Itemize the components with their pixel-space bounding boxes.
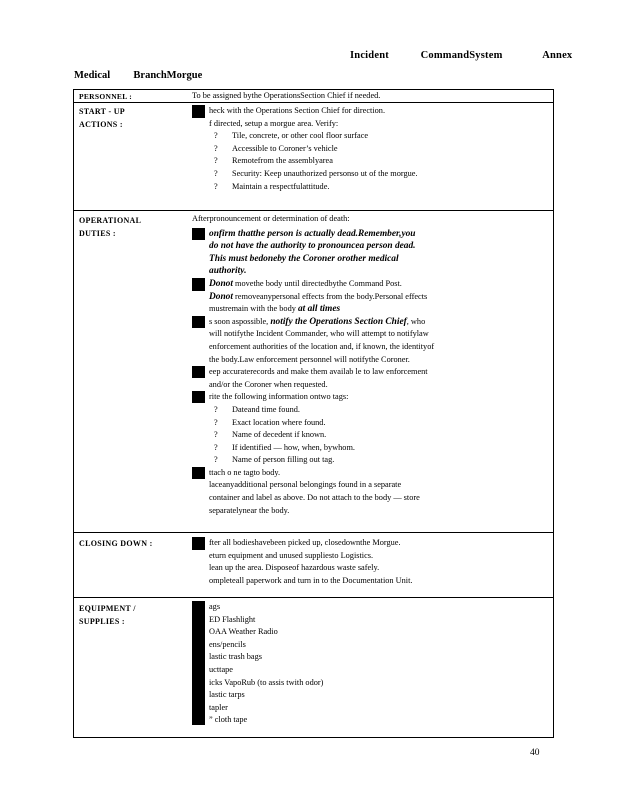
bullet-glyph: ?: [214, 442, 218, 452]
attach-line: ttach o ne tagto body.: [192, 467, 547, 480]
bullet-glyph: ?: [214, 455, 218, 465]
bullet-glyph: ?: [214, 168, 218, 178]
equipment-item: tapler: [209, 702, 228, 712]
startup-line: heck with the Operations Section Chief for direction.: [192, 105, 547, 118]
redaction-bar: [192, 278, 205, 291]
equipment-row: [74, 597, 553, 739]
header-word: Annex: [542, 50, 573, 61]
keep-line: eep accuraterecords and make them availab le to law enforcement: [192, 366, 547, 379]
donot-line: mustremain with the body at all times: [209, 304, 341, 315]
startup-row: [74, 102, 553, 210]
emphasis-line: This must bedoneby the Coroner orother medical: [209, 253, 399, 264]
redaction-bar: [192, 391, 205, 403]
startup-label: [79, 106, 125, 130]
personnel-label: PERSONNEL :: [79, 92, 133, 101]
header-word: Medical: [74, 70, 111, 81]
place-line: separatelynear the body.: [209, 505, 290, 515]
tag-item: ? If identified — how, when, bywhom.: [192, 442, 547, 455]
equipment-item: OAA Weather Radio: [209, 627, 278, 637]
place-line: laceanyadditional personal belongings found in a separate: [209, 480, 402, 490]
operational-label-line: OPERATIONAL: [79, 216, 142, 225]
header-word: BranchMorgue: [133, 70, 203, 81]
equipment-label-line: SUPPLIES :: [79, 617, 125, 626]
place-line: container and label as above. Do not attach to the body — store: [209, 493, 420, 503]
operational-content: [192, 213, 547, 517]
equipment-item: lastic trash bags: [209, 652, 262, 662]
donot-line: Donot removeanypersonal effects from the body.Personal effects: [209, 291, 428, 302]
equipment-item: icks VapoRub (to assis twith odor): [209, 677, 324, 687]
startup-item: ? Remotefrom the assemblyarea: [192, 155, 547, 168]
write-line: rite the following information ontwo tags:: [192, 391, 547, 404]
closing-line: ompleteall paperwork and turn in to the Documentation Unit.: [209, 575, 413, 585]
notify-line: enforcement authorities of the location and, if known, the identityof: [209, 341, 435, 351]
bullet-glyph: ?: [214, 131, 218, 141]
tag-item: ? Name of person filling out tag.: [192, 454, 547, 467]
operational-label-line: DUTIES :: [79, 229, 116, 238]
operational-label: [79, 215, 141, 239]
startup-label-line: ACTIONS :: [79, 120, 123, 129]
emphasis-line: onfirm thatthe person is actually dead.Remember,you: [192, 228, 547, 241]
closing-label: CLOSING DOWN :: [79, 539, 153, 548]
redaction-bar: [192, 366, 205, 378]
equipment-label: [79, 603, 136, 627]
equipment-item: ED Flashlight: [209, 614, 256, 624]
bullet-glyph: ?: [214, 430, 218, 440]
annex-header: [350, 50, 572, 61]
notify-line: will notifythe Incident Commander, who will attempt to notifylaw: [209, 329, 429, 339]
redaction-bar: [192, 316, 205, 328]
closing-line: eturn equipment and unused suppliesto Logistics.: [209, 550, 374, 560]
equipment-item: ens/pencils: [209, 639, 246, 649]
equipment-content: [192, 601, 547, 727]
operational-row: [74, 210, 553, 532]
personnel-row: [74, 90, 553, 102]
bullet-glyph: ?: [214, 143, 218, 153]
branch-header: [74, 70, 202, 81]
redaction-bar: [192, 537, 205, 550]
bullet-glyph: ?: [214, 404, 218, 414]
tag-item: ? Exact location where found.: [192, 417, 547, 430]
redaction-bar: [192, 105, 205, 118]
closing-line: lean up the area. Disposeof hazardous waste safely.: [209, 563, 380, 573]
redaction-bar: [192, 228, 205, 240]
startup-item: ? Security: Keep unauthorized personso ut of the morgue.: [192, 168, 547, 181]
equipment-item: ags: [209, 602, 221, 611]
notify-line: the body.Law enforcement personnel will notifythe Coroner.: [209, 354, 410, 364]
bullet-glyph: ?: [214, 181, 218, 191]
page-number: 40: [530, 748, 540, 758]
equipment-label-line: EQUIPMENT /: [79, 604, 136, 613]
position-checklist-table: [73, 89, 554, 738]
startup-content: [192, 105, 547, 193]
bullet-glyph: ?: [214, 417, 218, 427]
startup-line: f directed, setup a morgue area. Verify:: [209, 118, 339, 128]
startup-item: ? Maintain a respectfulattitude.: [192, 181, 547, 194]
notify-line: s soon aspossible, notify the Operations Section Chief, who: [192, 316, 547, 329]
closing-line: fter all bodieshavebeen picked up, closedownthe Morgue.: [192, 537, 547, 550]
redaction-bar: [192, 467, 205, 480]
bullet-glyph: ?: [214, 156, 218, 166]
tag-item: ? Name of decedent if known.: [192, 429, 547, 442]
header-word: CommandSystem: [420, 50, 503, 61]
header-word: Incident: [350, 50, 389, 61]
emphasis-line: do not have the authority to pronouncea person dead.: [209, 241, 416, 252]
startup-label-line: START - UP: [79, 107, 125, 116]
donot-line: Donot movethe body until directedbythe Command Post.: [192, 278, 547, 291]
emphasis-line: authority.: [209, 266, 247, 277]
equipment-item: ucttape: [209, 664, 233, 674]
equipment-item: ” cloth tape: [209, 715, 248, 725]
operational-intro: Afterpronouncement or determination of death:: [192, 214, 350, 223]
startup-item: ? Accessible to Coroner’s vehicle: [192, 143, 547, 156]
personnel-text: To be assigned bythe OperationsSection Chief if needed.: [192, 91, 381, 100]
startup-item: ? Tile, concrete, or other cool floor surface: [192, 130, 547, 143]
equipment-item: lastic tarps: [209, 690, 245, 700]
closing-content: [192, 537, 547, 587]
closing-row: [74, 532, 553, 597]
keep-line: and/or the Coroner when requested.: [209, 379, 328, 389]
tag-item: ? Dateand time found.: [192, 404, 547, 417]
